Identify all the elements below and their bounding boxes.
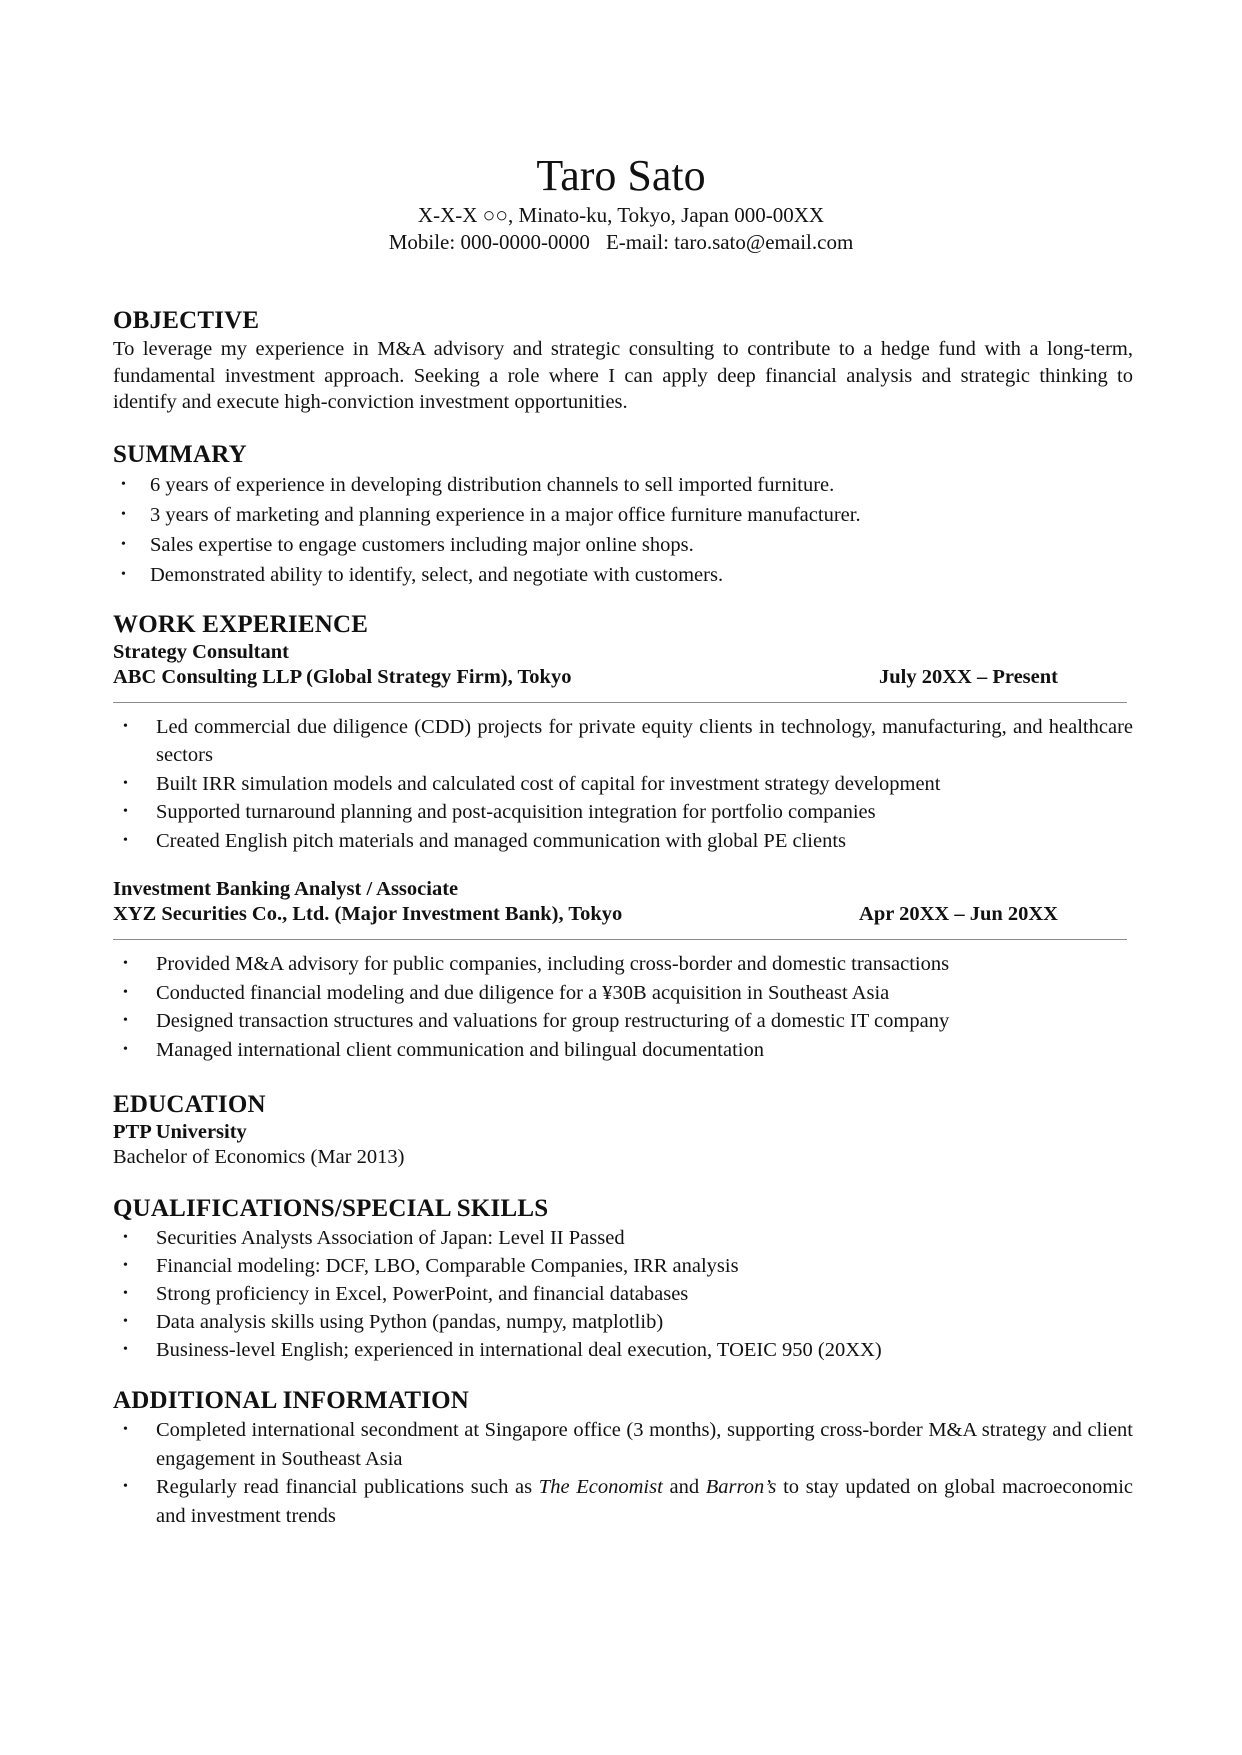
summary-item xyxy=(113,560,1133,590)
work-experience-heading: WORK EXPERIENCE xyxy=(113,610,369,638)
text-fragment: to stay updated on global macroeconomic and investment trends xyxy=(156,1476,1133,1527)
bullet-icon: • xyxy=(123,1230,128,1245)
bullet-icon: • xyxy=(123,1013,128,1028)
job-duty xyxy=(113,827,1133,856)
summary-section xyxy=(113,440,1133,590)
bullet-icon: • xyxy=(123,1342,128,1357)
qualifications-list xyxy=(113,1224,1133,1364)
bullet-icon: • xyxy=(123,1422,128,1437)
job-duty-text: Designed transaction structures and valuations for group restructuring of a domestic IT company xyxy=(156,1010,950,1032)
summary-item-text: 3 years of marketing and planning experience in a major office furniture manufacturer. xyxy=(150,503,861,526)
additional-info-section xyxy=(113,1386,1133,1530)
summary-item xyxy=(113,470,1133,500)
bullet-icon: • xyxy=(123,956,128,971)
resume-header xyxy=(0,150,1242,256)
summary-item-text: 6 years of experience in developing distribution channels to sell imported furniture. xyxy=(150,473,835,496)
qualifications-section xyxy=(113,1194,1133,1364)
bullet-icon: • xyxy=(123,1258,128,1273)
job-duty-text: Built IRR simulation models and calculated cost of capital for investment strategy development xyxy=(156,772,941,795)
bullet-icon: • xyxy=(123,1314,128,1329)
qualifications-heading: QUALIFICATIONS/SPECIAL SKILLS xyxy=(113,1195,549,1222)
additional-info-item xyxy=(113,1416,1133,1473)
bullet-icon: • xyxy=(121,566,126,582)
text-fragment: Regularly read financial publications such as xyxy=(156,1476,539,1498)
bullet-icon: • xyxy=(123,1041,128,1057)
additional-info-text xyxy=(156,1476,1133,1527)
qualification-item xyxy=(113,1224,1133,1252)
bullet-icon: • xyxy=(123,718,128,734)
objective-heading: OBJECTIVE xyxy=(113,307,260,334)
job-duty xyxy=(113,1007,1133,1036)
objective-text: To leverage my experience in M&A advisory and strategic consulting to contribute to a hedge fund with a long-term, fundamental investment approach. Seeking a role where I can apply deep financial analysis and strategic thinking to identify and execute high-conviction investment opportunities. xyxy=(113,338,1133,413)
job-duty-text: Provided M&A advisory for public companies, including cross-border and domestic transactions xyxy=(156,953,950,975)
job-organization xyxy=(113,902,1133,927)
bullet-icon: • xyxy=(123,804,128,819)
job-entry xyxy=(113,640,1133,856)
job-duty xyxy=(113,713,1133,770)
qualification-text: Data analysis skills using Python (pandas, numpy, matplotlib) xyxy=(156,1311,664,1333)
qualification-item xyxy=(113,1308,1133,1336)
school-name: PTP University xyxy=(113,1121,247,1143)
job-duty xyxy=(113,950,1133,979)
job-duty-text: Created English pitch materials and managed communication with global PE clients xyxy=(156,829,846,852)
summary-item xyxy=(113,500,1133,530)
mobile-number: Mobile: 000-0000-0000 xyxy=(388,230,590,254)
text-fragment: and xyxy=(662,1476,706,1498)
qualification-item xyxy=(113,1280,1133,1308)
qualification-text: Strong proficiency in Excel, PowerPoint, and financial databases xyxy=(156,1283,689,1305)
job-duty-text: Conducted financial modeling and due diligence for a ¥30B acquisition in Southeast Asia xyxy=(156,981,890,1004)
job-entry xyxy=(113,877,1133,1064)
degree: Bachelor of Economics (Mar 2013) xyxy=(113,1146,405,1168)
bullet-icon: • xyxy=(123,775,128,791)
qualification-text: Financial modeling: DCF, LBO, Comparable Companies, IRR analysis xyxy=(156,1255,739,1277)
bullet-icon: • xyxy=(121,536,126,552)
publication-title: The Economist xyxy=(538,1476,663,1498)
bullet-icon: • xyxy=(121,506,126,522)
qualification-item xyxy=(113,1252,1133,1280)
job-duty-text: Managed international client communication and bilingual documentation xyxy=(156,1038,764,1061)
qualification-text: Business-level English; experienced in international deal execution, TOEIC 950 (20XX) xyxy=(156,1339,882,1361)
publication-title: Barron’s xyxy=(705,1476,777,1498)
summary-heading: SUMMARY xyxy=(113,440,247,468)
qualification-text: Securities Analysts Association of Japan: Level II Passed xyxy=(156,1227,625,1249)
education-section xyxy=(113,1090,1133,1170)
email-address: E-mail: taro.sato@email.com xyxy=(605,230,854,254)
job-duty xyxy=(113,770,1133,799)
job-duties-list xyxy=(113,713,1133,856)
job-dates: July 20XX – Present xyxy=(879,665,1058,688)
job-duty-text: Supported turnaround planning and post-acquisition integration for portfolio companies xyxy=(156,801,876,823)
bullet-icon: • xyxy=(123,1286,128,1301)
divider xyxy=(113,939,1127,940)
objective-section xyxy=(113,306,1133,416)
work-experience-section xyxy=(113,610,1133,1065)
additional-info-heading: ADDITIONAL INFORMATION xyxy=(113,1387,470,1414)
contact-info xyxy=(0,229,1242,256)
qualification-item xyxy=(113,1336,1133,1364)
bullet-icon: • xyxy=(121,476,126,492)
summary-item xyxy=(113,530,1133,560)
job-organization xyxy=(113,665,1133,690)
candidate-name: Taro Sato xyxy=(536,151,706,200)
additional-info-item xyxy=(113,1473,1133,1530)
job-role: Strategy Consultant xyxy=(113,640,289,663)
job-dates: Apr 20XX – Jun 20XX xyxy=(859,903,1058,925)
job-duty xyxy=(113,1036,1133,1065)
summary-item-text: Demonstrated ability to identify, select, and negotiate with customers. xyxy=(150,563,724,586)
summary-item-text: Sales expertise to engage customers including major online shops. xyxy=(150,533,694,556)
job-duty-text: Led commercial due diligence (CDD) projects for private equity clients in technology, manufacturing, and healthcare sectors xyxy=(156,715,1133,766)
job-org-name: XYZ Securities Co., Ltd. (Major Investment Bank), Tokyo xyxy=(113,903,623,925)
additional-info-list xyxy=(113,1416,1133,1530)
job-role: Investment Banking Analyst / Associate xyxy=(113,878,459,900)
resume-content xyxy=(113,306,1133,1530)
bullet-icon: • xyxy=(123,1479,128,1494)
divider xyxy=(113,702,1127,703)
education-heading: EDUCATION xyxy=(113,1091,266,1118)
summary-list xyxy=(113,470,1133,590)
job-duty xyxy=(113,798,1133,827)
job-org-name: ABC Consulting LLP (Global Strategy Firm), Tokyo xyxy=(113,665,572,688)
job-duty xyxy=(113,979,1133,1008)
job-duties-list xyxy=(113,950,1133,1064)
bullet-icon: • xyxy=(123,984,128,1000)
address: X-X-X ○○, Minato-ku, Tokyo, Japan 000-00XX xyxy=(417,203,825,227)
bullet-icon: • xyxy=(123,832,128,848)
additional-info-text: Completed international secondment at Singapore office (3 months), supporting cross-border M&A strategy and client engagement in Southeast Asia xyxy=(156,1419,1133,1470)
